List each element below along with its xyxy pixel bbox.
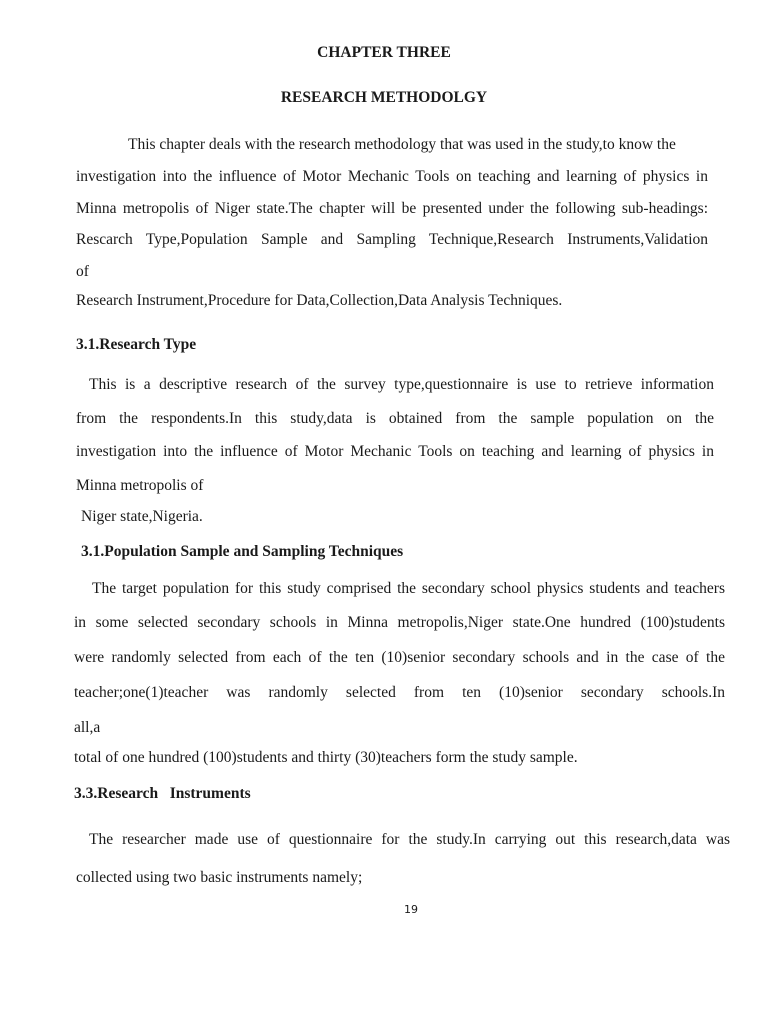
instruments-line-1: The researcher made use of questionnaire for the study.In carrying out this research,data was xyxy=(89,831,730,848)
intro-line-4: Rescarch Type,Population Sample and Sampling Technique,Research Instruments,Validation xyxy=(76,231,708,248)
section-heading-instruments: 3.3.Research Instruments xyxy=(74,785,251,802)
section-heading-research-type: 3.1.Research Type xyxy=(76,336,197,353)
research-type-line-1: This is a descriptive research of the survey type,questionnaire is use to retrieve information xyxy=(89,376,714,393)
population-line-1: The target population for this study comprised the secondary school physics students and teachers xyxy=(92,580,725,597)
chapter-subtitle: RESEARCH METHODOLGY xyxy=(280,89,488,106)
research-type-line-5: Niger state,Nigeria. xyxy=(81,508,203,525)
research-type-line-2: from the respondents.In this study,data is obtained from the sample population on the xyxy=(76,410,714,427)
intro-line-5: of xyxy=(76,263,89,280)
research-type-line-4: Minna metropolis of xyxy=(76,477,204,494)
intro-line-2: investigation into the influence of Motor Mechanic Tools on teaching and learning of physics in xyxy=(76,168,708,185)
population-line-5: all,a xyxy=(74,719,101,736)
intro-line-6: Research Instrument,Procedure for Data,Collection,Data Analysis Techniques. xyxy=(76,292,563,309)
population-line-3: were randomly selected from each of the ten (10)senior secondary schools and in the case of the xyxy=(74,649,725,666)
research-type-line-3: investigation into the influence of Motor Mechanic Tools on teaching and learning of physics in xyxy=(76,443,714,460)
chapter-title: CHAPTER THREE xyxy=(317,44,451,61)
population-line-4: teacher;one(1)teacher was randomly selected from ten (10)senior secondary schools.In xyxy=(74,684,725,701)
population-line-2: in some selected secondary schools in Minna metropolis,Niger state.One hundred (100)students xyxy=(74,614,725,631)
page-number: 19 xyxy=(404,903,418,916)
instruments-line-2: collected using two basic instruments namely; xyxy=(76,869,363,886)
section-heading-population: 3.1.Population Sample and Sampling Techniques xyxy=(81,543,404,560)
intro-line-1: This chapter deals with the research methodology that was used in the study,to know the xyxy=(128,136,676,153)
intro-line-3: Minna metropolis of Niger state.The chapter will be presented under the following sub-headings: xyxy=(76,200,708,217)
population-line-6: total of one hundred (100)students and thirty (30)teachers form the study sample. xyxy=(74,749,578,766)
